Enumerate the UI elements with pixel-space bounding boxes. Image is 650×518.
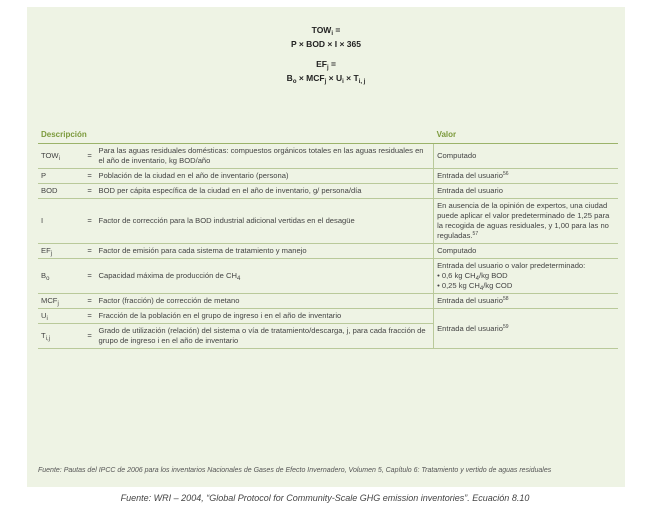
equation-2-rhs: $B_o \times MCF_j \times U_i \times T_{i, j}$ — [286, 73, 366, 85]
row-value: Computado — [434, 144, 618, 169]
table-row — [38, 169, 618, 184]
table-header-row — [38, 128, 618, 144]
table-footnote: Fuente: Pautas del IPCC de 2006 para los inventarios Nacionales de Gases de Efecto Invernadero, Volumen 5, Capítulo 6: Tratamiento y vertido de aguas residuales — [38, 467, 552, 474]
row-value: Entrada del usuario — [434, 184, 618, 199]
equation-2-lhs: $EF_j$ = — [316, 59, 336, 71]
row-description: Población de la ciudad en el año de inventario (persona) — [96, 169, 434, 184]
row-equals: = — [84, 309, 96, 324]
row-value: Computado — [434, 244, 618, 259]
equation-panel — [27, 7, 625, 487]
equations-block — [27, 23, 625, 85]
table-row — [38, 259, 618, 294]
row-equals: = — [84, 294, 96, 309]
row-symbol: $EF_j$ — [38, 244, 84, 259]
header-value: Valor — [434, 128, 618, 144]
table-row — [38, 199, 618, 244]
row-symbol: $U_i$ — [38, 309, 84, 324]
row-description: Grado de utilización (relación) del sistema o vía de tratamiento/descarga, j, para cada fracción de grupo de ingreso i en el año de inventario — [96, 324, 434, 349]
row-description: Para las aguas residuales domésticas: compuestos orgánicos totales en las aguas residuales en el año de inventario, kg BOD/año — [96, 144, 434, 169]
row-symbol: $MCF_j$ — [38, 294, 84, 309]
row-symbol: P — [38, 169, 84, 184]
table-row — [38, 144, 618, 169]
figure-source-caption: Fuente: WRI – 2004, “Global Protocol for Community-Scale GHG emission inventories”. Ecuación 8.10 — [120, 493, 530, 503]
row-value: Entrada del usuario o valor predeterminado: • 0,6 kg $CH_4/kg$ BOD • 0,25 kg $CH_4/kg$ COD — [434, 259, 618, 294]
row-symbol: $T_{i,j}$ — [38, 324, 84, 349]
row-equals: = — [84, 199, 96, 244]
row-equals: = — [84, 184, 96, 199]
row-equals: = — [84, 244, 96, 259]
row-description: Factor de emisión para cada sistema de tratamiento y manejo — [96, 244, 434, 259]
row-description: Factor (fracción) de corrección de metano — [96, 294, 434, 309]
row-description: BOD per cápita específica de la ciudad en el año de inventario, g/ persona/día — [96, 184, 434, 199]
row-symbol: BOD — [38, 184, 84, 199]
table-row — [38, 294, 618, 309]
table-row — [38, 184, 618, 199]
row-equals: = — [84, 144, 96, 169]
row-equals: = — [84, 169, 96, 184]
row-symbol: $B_o$ — [38, 259, 84, 294]
equation-1-rhs: P × BOD × I × 365 — [290, 39, 361, 49]
equation-1-lhs: $TOW_i$ = — [311, 25, 341, 37]
table-row — [38, 309, 618, 324]
row-value: Entrada del usuario$^{56}$ — [434, 169, 618, 184]
row-value: Entrada del usuario$^{58}$ — [434, 294, 618, 309]
table-row — [38, 244, 618, 259]
row-symbol: $TOW_i$ — [38, 144, 84, 169]
variables-table — [38, 128, 618, 349]
row-symbol: I — [38, 199, 84, 244]
row-equals: = — [84, 259, 96, 294]
row-value: Entrada del usuario$^{59}$ — [434, 309, 618, 349]
row-description: Capacidad máxima de producción de $CH_4$ — [96, 259, 434, 294]
row-equals: = — [84, 324, 96, 349]
row-description: Factor de corrección para la BOD industrial adicional vertidas en el desagüe — [96, 199, 434, 244]
row-description: Fracción de la población en el grupo de ingreso i en el año de inventario — [96, 309, 434, 324]
header-description: Descripción — [38, 128, 434, 144]
row-value: En ausencia de la opinión de expertos, una ciudad puede aplicar el valor predeterminado de 1,25 para la recogida de aguas residuales, y 1,00 para las no reguladas.$^{57}$ — [434, 199, 618, 244]
